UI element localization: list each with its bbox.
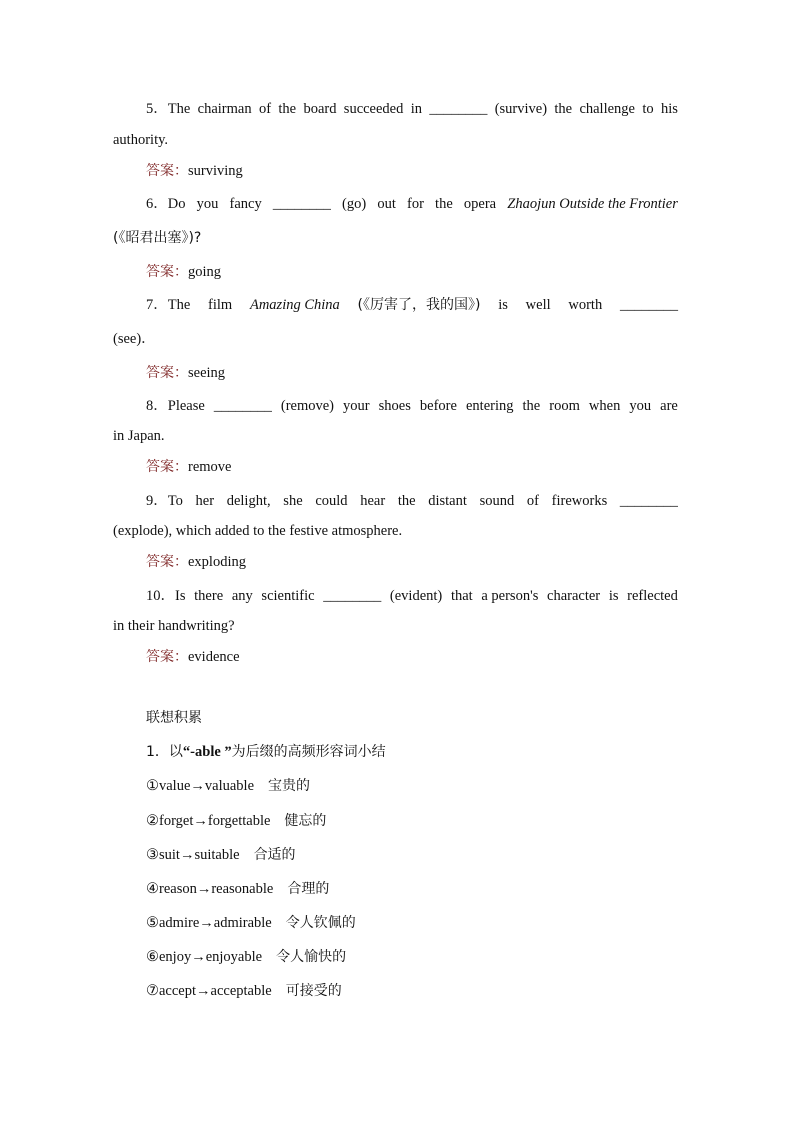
question-7-answer xyxy=(146,363,225,383)
item-base: value xyxy=(159,778,191,794)
subtitle-rest: 为后缀的高频形容词小结 xyxy=(231,744,386,760)
vocab-item-5 xyxy=(146,913,356,933)
answer-value: seeing xyxy=(188,365,226,381)
item-meaning: 健忘的 xyxy=(284,813,327,829)
word: there xyxy=(194,588,224,604)
word: distant xyxy=(428,493,467,509)
word: opera xyxy=(463,196,497,212)
opera-title: Zhaojun Outside the Frontier xyxy=(507,196,678,212)
word: fireworks xyxy=(551,493,608,509)
subtitle-prefix: 1．以 xyxy=(146,744,183,760)
word: reflected xyxy=(627,588,678,604)
answer-blank: ________ xyxy=(323,588,382,604)
item-base: suit xyxy=(159,847,180,863)
word: when xyxy=(588,398,621,414)
item-derived: valuable xyxy=(204,778,255,794)
word: any xyxy=(231,588,253,604)
word: well xyxy=(525,297,551,313)
answer-value: remove xyxy=(188,459,232,475)
word: his xyxy=(660,101,678,117)
arrow-icon: → xyxy=(196,983,211,999)
arrow-icon: → xyxy=(193,813,208,829)
item-marker: ④ xyxy=(146,881,159,897)
arrow-icon: → xyxy=(199,915,214,931)
answer-blank: ________ xyxy=(429,101,488,117)
word: (go) xyxy=(342,196,367,212)
answer-blank: ________ xyxy=(272,196,331,212)
word: 7．The xyxy=(146,297,191,313)
item-marker: ⑦ xyxy=(146,983,159,999)
answer-blank: ________ xyxy=(619,297,678,313)
question-10-answer xyxy=(146,647,240,667)
word: the xyxy=(522,398,541,414)
answer-label: 答案： xyxy=(146,365,188,381)
word: for xyxy=(406,196,424,212)
item-derived: reasonable xyxy=(211,881,274,897)
word: entering xyxy=(465,398,514,414)
word: could xyxy=(315,493,348,509)
word: (remove) xyxy=(280,398,334,414)
item-derived: suitable xyxy=(194,847,240,863)
chinese-title: (《厉害了，我的国》) xyxy=(357,297,481,313)
item-marker: ③ xyxy=(146,847,159,863)
word: 9．To xyxy=(146,493,183,509)
vocab-item-1 xyxy=(146,776,310,796)
answer-value: exploding xyxy=(188,554,246,570)
question-8-line-1 xyxy=(146,396,678,416)
word: of xyxy=(526,493,539,509)
vocab-item-4 xyxy=(146,879,329,899)
answer-value: going xyxy=(188,264,222,280)
word: (survive) xyxy=(494,101,548,117)
section-subtitle xyxy=(146,742,386,762)
question-6-answer xyxy=(146,262,221,282)
word: room xyxy=(549,398,580,414)
question-9-line-1 xyxy=(146,491,678,511)
suffix-word: “-able ” xyxy=(182,744,232,760)
question-9-line-2: (explode), which added to the festive atmosphere. xyxy=(113,523,403,539)
answer-blank: ________ xyxy=(619,493,678,509)
item-meaning: 令人愉快的 xyxy=(276,949,347,965)
question-10-line-2: in their handwriting? xyxy=(113,618,235,634)
chinese-title: (《昭君出塞》)? xyxy=(113,230,202,246)
item-derived: forgettable xyxy=(207,813,271,829)
word: film xyxy=(208,297,233,313)
item-marker: ⑥ xyxy=(146,949,159,965)
item-meaning: 宝贵的 xyxy=(268,778,311,794)
word: that xyxy=(450,588,473,604)
word: before xyxy=(419,398,457,414)
word: a person's xyxy=(481,588,539,604)
item-meaning: 可接受的 xyxy=(285,983,342,999)
word: fancy xyxy=(229,196,262,212)
item-base: reason xyxy=(159,881,197,897)
item-meaning: 合适的 xyxy=(253,847,296,863)
question-6-line-1 xyxy=(146,194,678,214)
word: to xyxy=(642,101,654,117)
word: succeeded xyxy=(343,101,404,117)
word: challenge xyxy=(579,101,635,117)
word: are xyxy=(660,398,678,414)
word: board xyxy=(303,101,337,117)
word: sound xyxy=(479,493,515,509)
question-8-answer xyxy=(146,457,231,477)
word: delight, xyxy=(226,493,271,509)
item-derived: admirable xyxy=(213,915,272,931)
word: chairman xyxy=(197,101,252,117)
question-5-line-2: authority. xyxy=(113,132,169,148)
answer-label: 答案： xyxy=(146,554,188,570)
word: out xyxy=(377,196,396,212)
item-marker: ⑤ xyxy=(146,915,159,931)
answer-label: 答案： xyxy=(146,649,188,665)
word: 8．Please xyxy=(146,398,205,414)
word: the xyxy=(554,101,573,117)
film-title: Amazing China xyxy=(249,297,340,313)
arrow-icon: → xyxy=(196,881,212,897)
word: (evident) xyxy=(389,588,443,604)
answer-blank: ________ xyxy=(213,398,272,414)
item-derived: enjoyable xyxy=(205,949,263,965)
arrow-icon: → xyxy=(190,778,205,794)
question-7-line-1 xyxy=(146,295,678,315)
word: shoes xyxy=(378,398,411,414)
question-5-answer xyxy=(146,161,243,181)
vocab-item-7 xyxy=(146,981,342,1001)
word: the xyxy=(278,101,297,117)
word: 5．The xyxy=(146,101,191,117)
word: of xyxy=(258,101,272,117)
word: the xyxy=(397,493,416,509)
item-base: enjoy xyxy=(159,949,192,965)
item-base: admire xyxy=(159,915,200,931)
word: you xyxy=(629,398,652,414)
item-derived: acceptable xyxy=(210,983,272,999)
word: worth xyxy=(568,297,603,313)
word: is xyxy=(608,588,619,604)
question-6-line-2 xyxy=(113,228,201,248)
word: 10．Is xyxy=(146,588,186,604)
vocab-item-2 xyxy=(146,811,326,831)
item-meaning: 令人钦佩的 xyxy=(285,915,356,931)
question-8-line-2: in Japan. xyxy=(113,428,165,444)
word: her xyxy=(195,493,215,509)
question-7-line-2: (see)． xyxy=(113,331,156,347)
word: your xyxy=(343,398,370,414)
word: character xyxy=(547,588,601,604)
question-5-line-1 xyxy=(146,99,678,119)
item-marker: ② xyxy=(146,813,159,829)
word: she xyxy=(283,493,303,509)
answer-value: evidence xyxy=(188,649,240,665)
vocab-item-6 xyxy=(146,947,346,967)
arrow-icon: → xyxy=(191,949,206,965)
answer-label: 答案： xyxy=(146,264,188,280)
question-9-answer xyxy=(146,552,246,572)
word: hear xyxy=(360,493,386,509)
word: is xyxy=(498,297,508,313)
item-base: forget xyxy=(159,813,194,829)
word: you xyxy=(196,196,219,212)
answer-value: surviving xyxy=(188,163,243,179)
section-title: 联想积累 xyxy=(146,710,202,726)
question-10-line-1 xyxy=(146,586,678,606)
item-marker: ① xyxy=(146,778,159,794)
word: in xyxy=(410,101,422,117)
item-meaning: 合理的 xyxy=(287,881,330,897)
word: the xyxy=(435,196,453,212)
answer-label: 答案： xyxy=(146,163,188,179)
vocab-item-3 xyxy=(146,845,296,865)
word: scientific xyxy=(261,588,315,604)
word: 6．Do xyxy=(146,196,186,212)
item-base: accept xyxy=(159,983,197,999)
answer-label: 答案： xyxy=(146,459,188,475)
arrow-icon: → xyxy=(179,847,195,863)
